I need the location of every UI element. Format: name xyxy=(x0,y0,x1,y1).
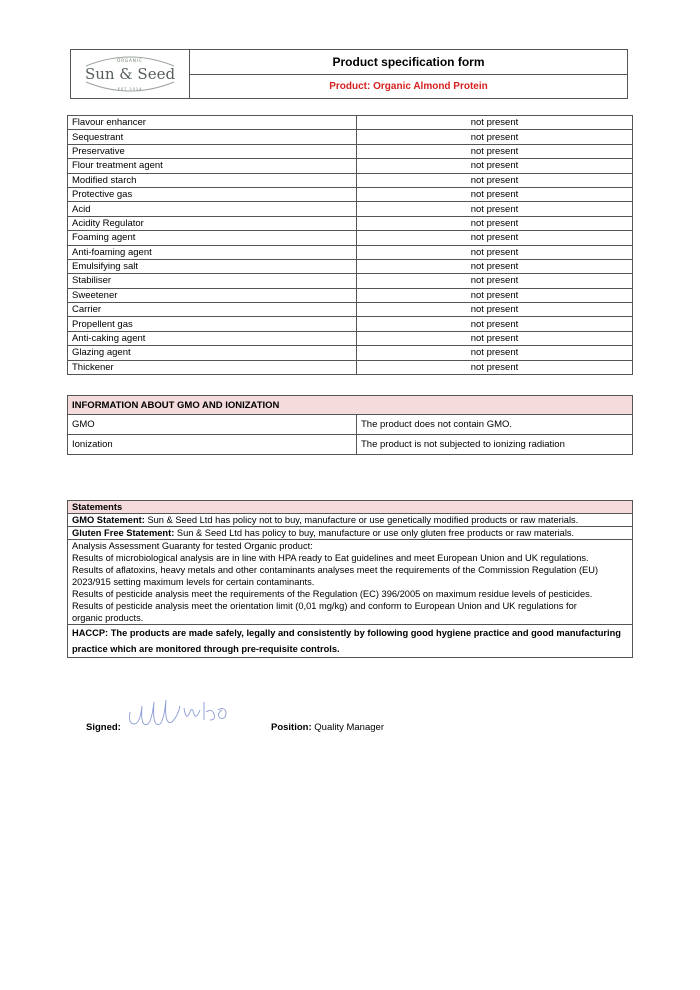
additive-value: not present xyxy=(357,259,633,273)
statements-table xyxy=(67,500,633,658)
additive-value: not present xyxy=(357,116,633,130)
header-box xyxy=(70,49,628,99)
additive-value: not present xyxy=(357,130,633,144)
table-row xyxy=(68,144,633,158)
table-row xyxy=(68,231,633,245)
company-logo xyxy=(71,50,190,98)
table-row xyxy=(68,346,633,360)
table-row xyxy=(68,317,633,331)
additive-name: Glazing agent xyxy=(68,346,357,360)
logo-top-text: ORGANIC xyxy=(117,58,143,63)
table-row xyxy=(68,274,633,288)
table-row xyxy=(68,130,633,144)
haccp-statement xyxy=(68,625,633,658)
analysis-line: Results of pesticide analysis meet the requirements of the Regulation (EC) 396/2005 on maximum residue levels of pesticides. xyxy=(72,589,593,599)
additive-value: not present xyxy=(357,346,633,360)
additive-name: Foaming agent xyxy=(68,231,357,245)
table-row xyxy=(68,303,633,317)
additive-value: not present xyxy=(357,331,633,345)
gluten-statement-text: Sun & Seed Ltd has policy to buy, manufacture or use only gluten free products or raw materials. xyxy=(176,528,575,538)
gmo-heading: INFORMATION ABOUT GMO AND IONIZATION xyxy=(68,396,633,415)
additive-name: Preservative xyxy=(68,144,357,158)
additive-name: Protective gas xyxy=(68,187,357,201)
analysis-line: Analysis Assessment Guaranty for tested Organic product: xyxy=(72,541,313,551)
additive-value: not present xyxy=(357,245,633,259)
table-row xyxy=(68,173,633,187)
analysis-line: Results of aflatoxins, heavy metals and other contaminants analyses meet the requirements of the Commission Regulation (EU) xyxy=(72,565,599,575)
additive-name: Flour treatment agent xyxy=(68,159,357,173)
table-row xyxy=(68,259,633,273)
table-row xyxy=(68,360,633,374)
product-name: Product: Organic Almond Protein xyxy=(329,81,488,92)
signature-icon xyxy=(124,694,234,732)
analysis-statement xyxy=(68,540,633,625)
additive-name: Stabiliser xyxy=(68,274,357,288)
table-row xyxy=(68,116,633,130)
additive-value: not present xyxy=(357,360,633,374)
additive-name: Sequestrant xyxy=(68,130,357,144)
form-title: Product specification form xyxy=(190,50,627,75)
additive-value: not present xyxy=(357,187,633,201)
ionization-row-value: The product is not subjected to ionizing radiation xyxy=(357,435,633,455)
additive-name: Carrier xyxy=(68,303,357,317)
additive-value: not present xyxy=(357,303,633,317)
analysis-line: 2023/915 setting maximum levels for certain contaminants. xyxy=(72,577,315,587)
additive-value: not present xyxy=(357,202,633,216)
gmo-statement xyxy=(68,514,633,527)
table-row xyxy=(68,216,633,230)
gluten-statement-label: Gluten Free Statement: xyxy=(72,528,175,538)
table-row xyxy=(68,331,633,345)
table-row xyxy=(68,202,633,216)
gmo-statement-label: GMO Statement: xyxy=(72,515,145,525)
additive-name: Acidity Regulator xyxy=(68,216,357,230)
position-value: Quality Manager xyxy=(314,722,384,733)
gmo-ionization-table xyxy=(67,395,633,455)
analysis-line: Results of pesticide analysis meet the orientation limit (0,01 mg/kg) and conform to European Union and UK regulations for xyxy=(72,601,577,611)
signed-label: Signed: xyxy=(86,722,121,733)
ionization-row-label: Ionization xyxy=(68,435,357,455)
additive-name: Propellent gas xyxy=(68,317,357,331)
gmo-statement-text: Sun & Seed Ltd has policy not to buy, manufacture or use genetically modified products or raw materials. xyxy=(147,515,579,525)
additives-table xyxy=(67,115,633,375)
table-row xyxy=(68,435,633,455)
haccp-line: HACCP: The products are made safely, legally and consistently by following good hygiene practice and good manufacturing xyxy=(72,628,621,638)
additive-name: Anti-foaming agent xyxy=(68,245,357,259)
table-row xyxy=(68,245,633,259)
table-row xyxy=(68,187,633,201)
additive-name: Thickener xyxy=(68,360,357,374)
haccp-line: practice which are monitored through pre-requisite controls. xyxy=(72,644,340,654)
additive-value: not present xyxy=(357,144,633,158)
table-row xyxy=(68,288,633,302)
additive-name: Anti-caking agent xyxy=(68,331,357,345)
additive-name: Acid xyxy=(68,202,357,216)
additive-value: not present xyxy=(357,317,633,331)
statements-heading: Statements xyxy=(68,501,633,514)
gmo-row-label: GMO xyxy=(68,415,357,435)
additive-value: not present xyxy=(357,173,633,187)
position-label: Position: xyxy=(271,722,312,733)
additive-name: Emulsifying salt xyxy=(68,259,357,273)
table-row xyxy=(68,159,633,173)
table-row xyxy=(68,415,633,435)
gluten-statement xyxy=(68,527,633,540)
logo-bottom-text: EST 2014 xyxy=(117,87,143,91)
additive-value: not present xyxy=(357,288,633,302)
position-field xyxy=(271,722,384,733)
additive-name: Flavour enhancer xyxy=(68,116,357,130)
additive-value: not present xyxy=(357,159,633,173)
analysis-line: organic products. xyxy=(72,613,144,623)
additive-name: Modified starch xyxy=(68,173,357,187)
additive-value: not present xyxy=(357,231,633,245)
additive-value: not present xyxy=(357,216,633,230)
additive-value: not present xyxy=(357,274,633,288)
sun-seed-logo-icon xyxy=(78,52,182,96)
logo-name-text: Sun & Seed xyxy=(84,65,176,83)
analysis-line: Results of microbiological analysis are in line with HPA ready to Eat guidelines and meet European Union and UK regulations. xyxy=(72,553,589,563)
additive-name: Sweetener xyxy=(68,288,357,302)
gmo-row-value: The product does not contain GMO. xyxy=(357,415,633,435)
